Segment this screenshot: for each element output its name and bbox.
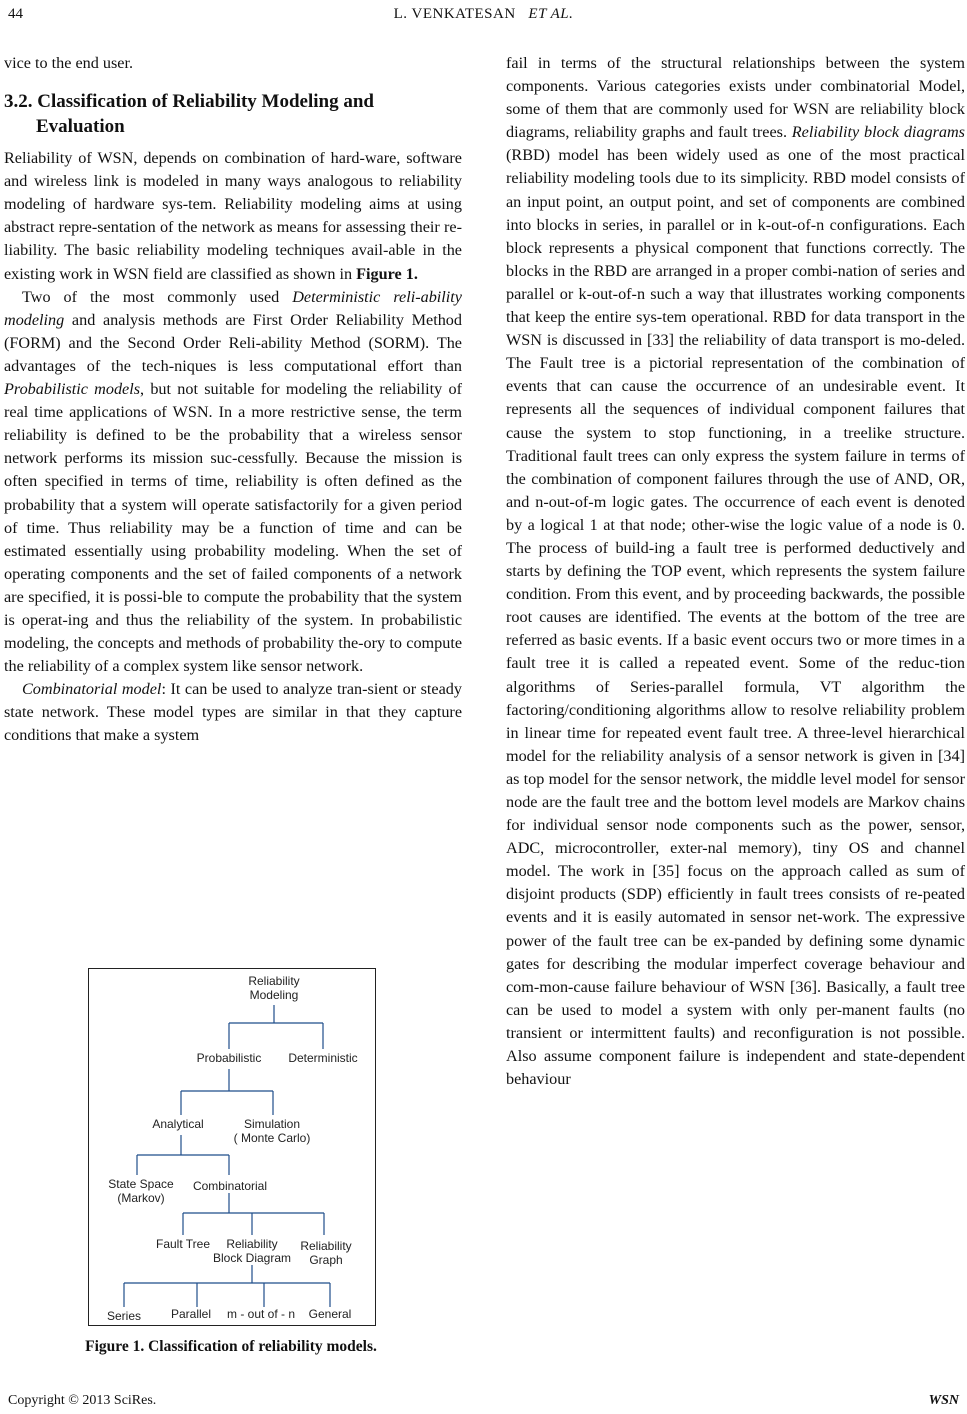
node-parallel: Parallel [170, 1307, 212, 1321]
paragraph-text: , but not suitable for modeling the reliability of real time applications of WSN. In a more restrictive sense, the term reliability is defined to be the probability that a wireless sensor network performs its mission suc-cessfully. Because the mission is often specified in terms of time, reliability is often defined as the probability that a system will operate satisfactorily for a given period of time. Thus reliability may be a function of time and can be estimated essentially using probability modeling. When the set of operating components and the set of failed components of a network are specified, it is possi-ble to compute the probability that the system is operat-ing and thus the reliability of the system. In probabilistic modeling, the concepts and methods of probability the-ory to compute the reliability of a complex system like sensor network. [4, 380, 462, 676]
paragraph-text: fail in terms of the structural relationships between the system components. Various categories exists under combinatorial Model, some of them that are commonly used for WSN are reliability block diagrams, reliability graphs and fault trees. [506, 54, 965, 142]
node-probabilistic: Probabilistic [196, 1051, 262, 1065]
paragraph-text: : It can be used to analyze tran-sient or steady state network. These model types are similar in that they capture conditions that make a system [4, 680, 462, 745]
node-rbd-2: Block Diagram [212, 1251, 292, 1265]
node-reliability-graph-2: Graph [309, 1253, 343, 1267]
paragraph-deterministic [4, 286, 462, 679]
running-title-authors: L. VENKATESAN [393, 6, 516, 22]
node-rbd-1: Reliability [226, 1237, 278, 1251]
paragraph-text: and analysis methods are First Order Reliability Method (FORM) and the Second Order Reli-ability Method (SORM). The advantages of the tech-niques is less computational effort than [4, 310, 462, 375]
node-general: General [308, 1307, 352, 1321]
page-header [0, 4, 967, 30]
node-series: Series [106, 1309, 142, 1323]
node-reliability-modeling-2: Modeling [249, 988, 299, 1002]
figure-reference: Figure 1. [356, 264, 418, 283]
paragraph-text: Two of the most commonly used [22, 287, 293, 306]
page-number: 44 [8, 6, 23, 22]
paragraph-continued: vice to the end user. [4, 54, 134, 72]
running-title [0, 6, 967, 23]
paragraph-reliability-of-wsn [4, 147, 462, 286]
running-title-etal: ET AL. [528, 6, 574, 22]
paragraph-text: Reliability of WSN, depends on combination of hard-ware, software and wireless link is modeled in many ways analogous to reliability modeling of hardware sys-tem. Reliability modeling aims at using abstract repre-sentation of the network as means for assessing their re-liability. The basic reliability modeling techniques avail-able in the existing work in WSN field are classified as shown in [4, 149, 462, 283]
copyright: Copyright © 2013 SciRes. [8, 1393, 157, 1408]
paragraph-combinatorial-continued [506, 52, 965, 1091]
journal-name: WSN [928, 1393, 959, 1408]
node-analytical: Analytical [152, 1117, 204, 1131]
figure-1-diagram [88, 968, 376, 1326]
node-simulation-2: ( Monte Carlo) [233, 1131, 311, 1145]
emphasis-probabilistic: Probabilistic models [4, 380, 141, 399]
node-reliability-modeling-1: Reliability [248, 974, 300, 988]
node-state-space-2: (Markov) [117, 1191, 165, 1205]
emphasis-deterministic: Deterministic reli-ability modeling [4, 287, 462, 329]
emphasis-combinatorial: Combinatorial model [22, 680, 162, 699]
emphasis-rbd: Reliability block diagrams [791, 123, 965, 142]
figure-caption: Figure 1. Classification of reliability models. [85, 1338, 377, 1355]
left-column [4, 52, 462, 748]
right-column [506, 52, 965, 1091]
node-combinatorial: Combinatorial [192, 1179, 268, 1193]
node-m-out-of-n: m - out of - n [226, 1307, 296, 1321]
paragraph-combinatorial [4, 678, 462, 747]
paragraph-text: (RBD) model has been widely used as one of the most practical reliability modeling tools due to its simplicity. RBD model consists of an input point, an output point, and set of components are combined into blocks in series, in parallel or in k-out-of-n configurations. Each block represents a physical component that functions correctly. The blocks in the RBD are arranged in a proper combi-nation of series and parallel or k-out-of-n such a way that illustrates working components that keep the entire sys-tem operational. RBD for data transport in the WSN is discussed in [33] the reliability of data transport is mo-deled. The Fault tree is a pictorial representation of the combination of events that can cause the occurrence of an undesirable event. It represents all the sequences of individual component failures that cause the system to stop functioning, in a treelike structure. Traditional fault trees can only express the system failure in terms of the combination of component failures through the use of AND, OR, and n-out-of-m logic gates. The occurrence of each event is denoted by a logical 1 at that node; other-wise the logic value of a node is 0. The process of build-ing a fault tree is performed deductively and starts by defining the TOP event, which represents the system failure condition. From this event, and by proceeding backwards, the possible root causes are identified. The events at the bottom of the tree are referred as basic events. If a basic event occurs two or more times in a fault tree it is called a repeated event. Some of the reduc-tion algorithms of Series-parallel formula, VT algorithm the factoring/conditioning algorithms allow to resolve reliability problem in linear time for repeated event fault tree. A three-level hierarchical model for the reliability analysis of a sensor network is given in [34] as top model for the sensor network, the middle level model for sensor node are the fault tree and the bottom level models are Markov chains for individual sensor node components such as the power, sensor, ADC, microcontroller, exter-nal memory), tiny OS and channel model. The work in [35] focus on the approach called as sum of disjoint products (SDP) efficiently in fault trees consists of re-peated events and it is easily automated in sensor net-work. The expressive power of the fault tree can be ex-panded by defining some dynamic gates for describing the modular imperfect coverage behaviour and com-mon-cause failure behaviour of WSN [36]. Basically, a fault tree can be used to model a system with only per-manent faults (no transient or intermittent faults) and reconfiguration is not possible. Also assume component failure is independent and state-dependent behaviour [506, 146, 965, 1089]
section-heading: 3.2. Classification of Reliability Modeling and Evaluation [4, 91, 374, 138]
classification-tree [89, 969, 375, 1325]
node-reliability-graph-1: Reliability [300, 1239, 352, 1253]
node-deterministic: Deterministic [288, 1051, 358, 1065]
node-simulation-1: Simulation [243, 1117, 301, 1131]
node-fault-tree: Fault Tree [155, 1237, 211, 1251]
node-state-space-1: State Space [108, 1177, 174, 1191]
